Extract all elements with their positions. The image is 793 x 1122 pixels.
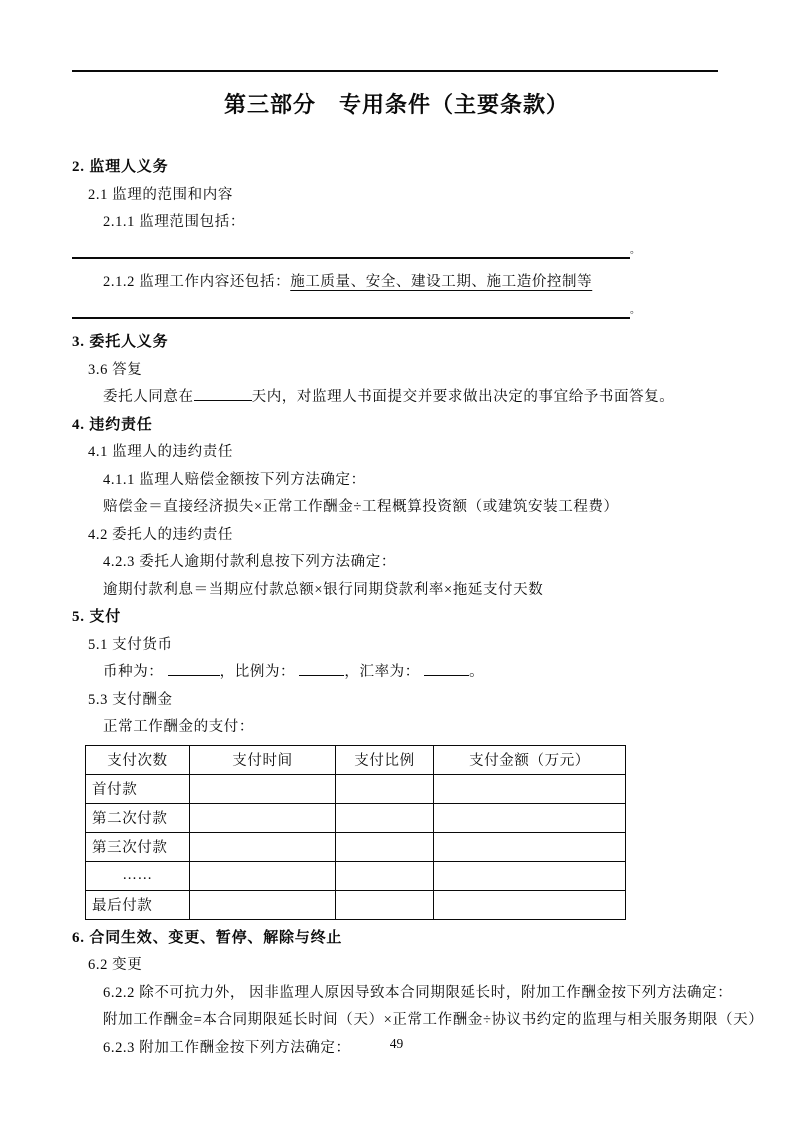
table-row bbox=[86, 774, 626, 803]
table-row bbox=[86, 890, 626, 919]
header-payment-amount: 支付金额（万元） bbox=[434, 745, 626, 774]
page-number: 49 bbox=[389, 1036, 404, 1051]
line-end-period: 。 bbox=[630, 244, 640, 256]
reply-suffix: 天内，对监理人书面提交并要求做出决定的事宜给予书面答复。 bbox=[251, 389, 675, 405]
page-title: 第三部分 专用条件（主要条款） bbox=[223, 92, 569, 117]
empty-cell bbox=[434, 832, 626, 861]
empty-cell bbox=[336, 890, 434, 919]
clause-4-2-3: 4.2.3 委托人逾期付款利息按下列方法确定： bbox=[103, 554, 396, 570]
row-label-second-payment: 第二次付款 bbox=[86, 803, 190, 832]
empty-cell bbox=[336, 803, 434, 832]
empty-cell bbox=[190, 803, 336, 832]
empty-cell bbox=[434, 890, 626, 919]
table-row bbox=[86, 803, 626, 832]
empty-cell bbox=[336, 774, 434, 803]
clause-3-6: 3.6 答复 bbox=[88, 361, 143, 378]
clause-2-1-1: 2.1.1 监理范围包括： bbox=[103, 214, 245, 230]
table-row bbox=[86, 832, 626, 861]
blank-fill-line-2-1-1 bbox=[72, 237, 793, 270]
header-payment-ratio: 支付比例 bbox=[336, 745, 434, 774]
empty-cell bbox=[190, 832, 336, 861]
clause-4-2: 4.2 委托人的违约责任 bbox=[88, 526, 233, 543]
row-label-ellipsis: …… bbox=[86, 861, 190, 890]
clause-2-1-2-filled-value: 施工质量、安全、建设工期、施工造价控制等 bbox=[290, 274, 593, 290]
payment-table-header-row bbox=[86, 745, 626, 774]
clause-4-1-1: 4.1.1 监理人赔偿金额按下列方法确定： bbox=[103, 471, 366, 488]
rate-blank bbox=[424, 662, 469, 676]
ratio-blank bbox=[299, 662, 344, 676]
clause-2-1-2-label: 2.1.2 监理工作内容还包括： bbox=[103, 274, 291, 290]
blank-underline bbox=[72, 301, 630, 319]
reply-prefix: 委托人同意在 bbox=[103, 389, 194, 405]
empty-cell bbox=[336, 832, 434, 861]
header-rule bbox=[72, 70, 718, 72]
clause-2-1-2 bbox=[103, 269, 793, 297]
currency-line-end: 。 bbox=[469, 664, 485, 680]
empty-cell bbox=[190, 774, 336, 803]
section-6-heading: 6. 合同生效、变更、暂停、解除与终止 bbox=[72, 929, 343, 946]
formula-compensation: 赔偿金＝直接经济损失×正常工作酬金÷工程概算投资额（或建筑安装工程费） bbox=[103, 499, 619, 515]
section-3-heading: 3. 委托人义务 bbox=[72, 334, 169, 350]
blank-fill-line-2-1-2 bbox=[72, 297, 793, 330]
clause-6-2: 6.2 变更 bbox=[88, 957, 143, 973]
ratio-label: ，比例为： bbox=[219, 664, 296, 680]
empty-cell bbox=[434, 774, 626, 803]
formula-overdue-interest: 逾期付款利息＝当期应付款总额×银行同期贷款利率×拖延支付天数 bbox=[103, 581, 544, 598]
rate-label: ，汇率为： bbox=[344, 664, 420, 680]
row-label-final-payment: 最后付款 bbox=[86, 890, 190, 919]
line-end-period: 。 bbox=[630, 304, 640, 316]
clause-6-2-2: 6.2.2 除不可抗力外， 因非监理人原因导致本合同期限延长时，附加工作酬金按下列方法确定： bbox=[103, 984, 733, 1001]
section-2-heading: 2. 监理人义务 bbox=[72, 159, 169, 175]
document-body bbox=[72, 154, 793, 1062]
currency-blank bbox=[168, 662, 220, 676]
clause-4-1: 4.1 监理人的违约责任 bbox=[88, 444, 233, 460]
section-4-heading: 4. 违约责任 bbox=[72, 416, 153, 433]
days-blank bbox=[194, 387, 252, 401]
empty-cell bbox=[434, 803, 626, 832]
table-row bbox=[86, 861, 626, 890]
currency-label: 币种为： bbox=[103, 664, 164, 680]
empty-cell bbox=[434, 861, 626, 890]
clause-2-1: 2.1 监理的范围和内容 bbox=[88, 186, 233, 203]
header-payment-times: 支付次数 bbox=[86, 745, 190, 774]
clause-6-2-3: 6.2.3 附加工作酬金按下列方法确定： bbox=[103, 1039, 351, 1056]
payment-table bbox=[85, 745, 626, 920]
section-5-heading: 5. 支付 bbox=[72, 609, 122, 625]
clause-5-1: 5.1 支付货币 bbox=[88, 636, 173, 653]
clause-3-6-reply bbox=[103, 384, 793, 412]
empty-cell bbox=[190, 861, 336, 890]
header-payment-time: 支付时间 bbox=[190, 745, 336, 774]
blank-underline bbox=[72, 241, 630, 259]
empty-cell bbox=[336, 861, 434, 890]
clause-5-3: 5.3 支付酬金 bbox=[88, 691, 173, 708]
row-label-third-payment: 第三次付款 bbox=[86, 832, 190, 861]
currency-line bbox=[103, 659, 793, 687]
row-label-first-payment: 首付款 bbox=[86, 774, 190, 803]
payment-table-intro: 正常工作酬金的支付： bbox=[103, 719, 254, 735]
empty-cell bbox=[190, 890, 336, 919]
formula-additional-fee: 附加工作酬金=本合同期限延长时间（天）×正常工作酬金÷协议书约定的监理与相关服务期限（天） bbox=[103, 1012, 764, 1028]
